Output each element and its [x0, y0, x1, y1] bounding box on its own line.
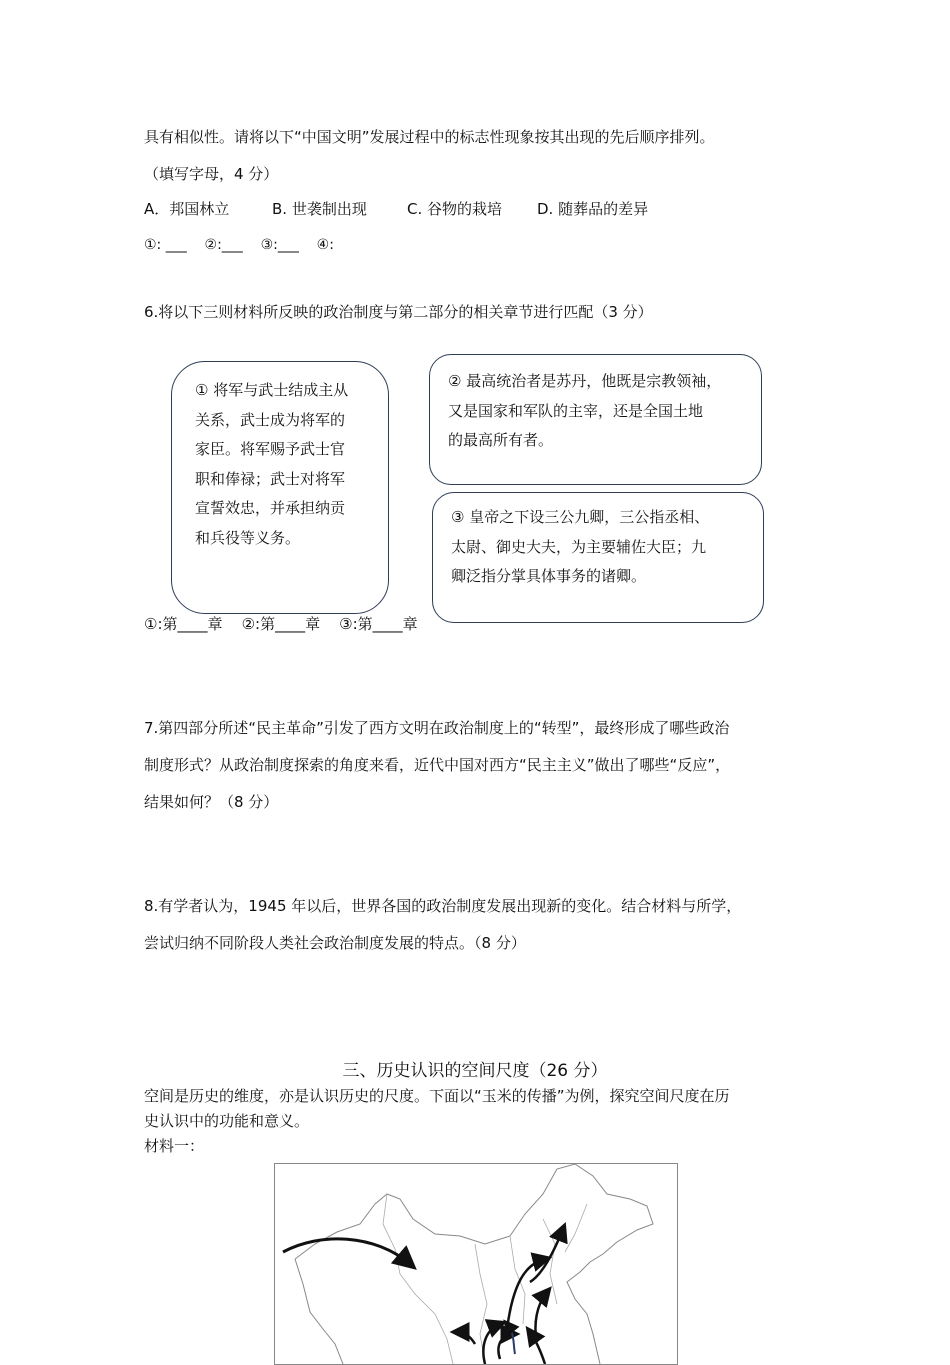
box2-line: 的最高所有者。: [448, 431, 554, 449]
spread-arrow: [530, 1332, 545, 1364]
china-outline: [295, 1164, 653, 1364]
spread-arrow: [507, 1259, 545, 1329]
box3-line: 太尉、御史大夫，为主要辅佐大臣；九: [451, 537, 707, 556]
q6-answer-line: ①:第____章 ②:第____章 ③:第____章: [144, 615, 418, 633]
material-box-3: [432, 492, 764, 623]
q7-line-3: 结果如何？（8 分）: [144, 793, 279, 811]
province-border: [475, 1244, 487, 1364]
spread-arrow: [457, 1332, 475, 1344]
province-border: [543, 1219, 557, 1304]
spread-arrow: [498, 1334, 513, 1359]
q6-title: 6.将以下三则材料所反映的政治制度与第二部分的相关章节进行匹配（3 分）: [144, 303, 653, 321]
china-map-maize-spread-icon: [274, 1163, 678, 1365]
box1-line: 和兵役等义务。: [195, 528, 301, 547]
box1-line: 家臣。将军赐予武士官: [195, 440, 346, 458]
section-3-title: 三、历史认识的空间尺度（26 分）: [342, 1061, 608, 1081]
q8-line-1: 8.有学者认为，1945 年以后，世界各国的政治制度发展出现新的变化。结合材料与所学，: [144, 897, 742, 915]
q5-option-d: D. 随葬品的差异: [537, 200, 649, 218]
box3-line: 卿泛指分掌具体事务的诸卿。: [451, 567, 647, 585]
q5-answer-line: ①: ___ ②:___ ③:___ ④:: [144, 237, 334, 253]
q5-option-b: B. 世袭制出现: [272, 200, 367, 218]
q5-option-a: A．邦国林立: [144, 200, 230, 218]
china-outline-west: [295, 1259, 343, 1364]
material-box-1: [171, 361, 389, 614]
province-border: [510, 1236, 525, 1324]
q7-line-1: 7.第四部分所述“民主革命”引发了西方文明在政治制度上的“转型”，最终形成了哪些政治: [144, 719, 730, 737]
spread-arrow: [535, 1292, 547, 1342]
box2-line: ② 最高统治者是苏丹，他既是宗教领袖，: [448, 372, 722, 390]
material-box-2: [429, 354, 762, 485]
province-border: [565, 1204, 587, 1252]
box1-line: 职和俸禄；武士对将军: [195, 469, 346, 488]
box1-line: ① 将军与武士结成主从: [195, 381, 349, 399]
q8-line-2: 尝试归纳不同阶段人类社会政治制度发展的特点。（8 分）: [144, 934, 526, 952]
box1-line: 宣誓效忠，并承担纳贡: [195, 499, 346, 517]
section-3-intro-1: 空间是历史的维度，亦是认识历史的尺度。下面以“玉米的传播”为例，探究空间尺度在历: [144, 1087, 730, 1105]
province-border: [383, 1194, 453, 1364]
section-3-intro-2: 史认识中的功能和意义。: [144, 1112, 310, 1130]
q5-option-c: C. 谷物的栽培: [407, 200, 503, 218]
spread-arrow: [283, 1239, 410, 1264]
q7-line-2: 制度形式？从政治制度探索的角度来看，近代中国对西方“民主主义”做出了哪些“反应”，: [144, 756, 731, 774]
q5-line-1: 具有相似性。请将以下“中国文明”发展过程中的标志性现象按其出现的先后顺序排列。: [144, 128, 715, 146]
box1-line: 关系，武士成为将军的: [195, 410, 346, 429]
spread-arrow: [483, 1324, 500, 1364]
box2-line: 又是国家和军队的主宰，还是全国土地: [448, 401, 704, 420]
material-1-label: 材料一：: [144, 1137, 205, 1155]
q5-line-2: （填写字母，4 分）: [144, 165, 279, 183]
spread-arrow: [530, 1229, 563, 1282]
box3-line: ③ 皇帝之下设三公九卿，三公指丞相、: [451, 508, 710, 526]
